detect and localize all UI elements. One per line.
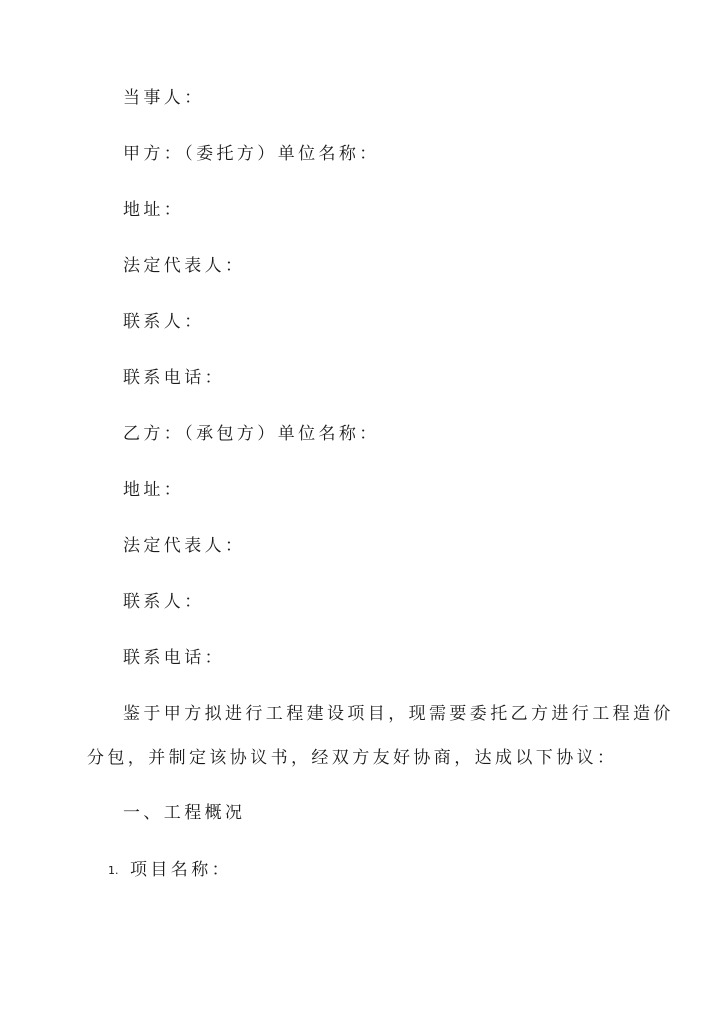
recital-paragraph-line-1: 鉴于甲方拟进行工程建设项目，现需要委托乙方进行工程造价: [123, 704, 674, 724]
parties-heading: 当事人：: [123, 88, 205, 108]
party-b-contact-phone: 联系电话：: [123, 648, 225, 668]
party-a-address: 地址：: [123, 200, 185, 220]
section-heading-project-overview: 一、工程概况: [123, 803, 246, 823]
party-b-address: 地址：: [123, 480, 185, 500]
list-item-number: 1.: [108, 864, 119, 877]
party-b-unit-name: 乙方：（承包方）单位名称：: [123, 424, 380, 444]
party-b-legal-representative: 法定代表人：: [123, 536, 246, 556]
party-a-contact-phone: 联系电话：: [123, 368, 225, 388]
list-item-project-name: [108, 859, 232, 882]
party-a-contact-person: 联系人：: [123, 312, 205, 332]
recital-paragraph-line-2: 分包，并制定该协议书，经双方友好协商，达成以下协议：: [87, 748, 618, 768]
list-item-text: 项目名称：: [130, 860, 232, 880]
party-b-contact-person: 联系人：: [123, 592, 205, 612]
party-a-unit-name: 甲方：（委托方）单位名称：: [123, 144, 380, 164]
party-a-legal-representative: 法定代表人：: [123, 256, 246, 276]
